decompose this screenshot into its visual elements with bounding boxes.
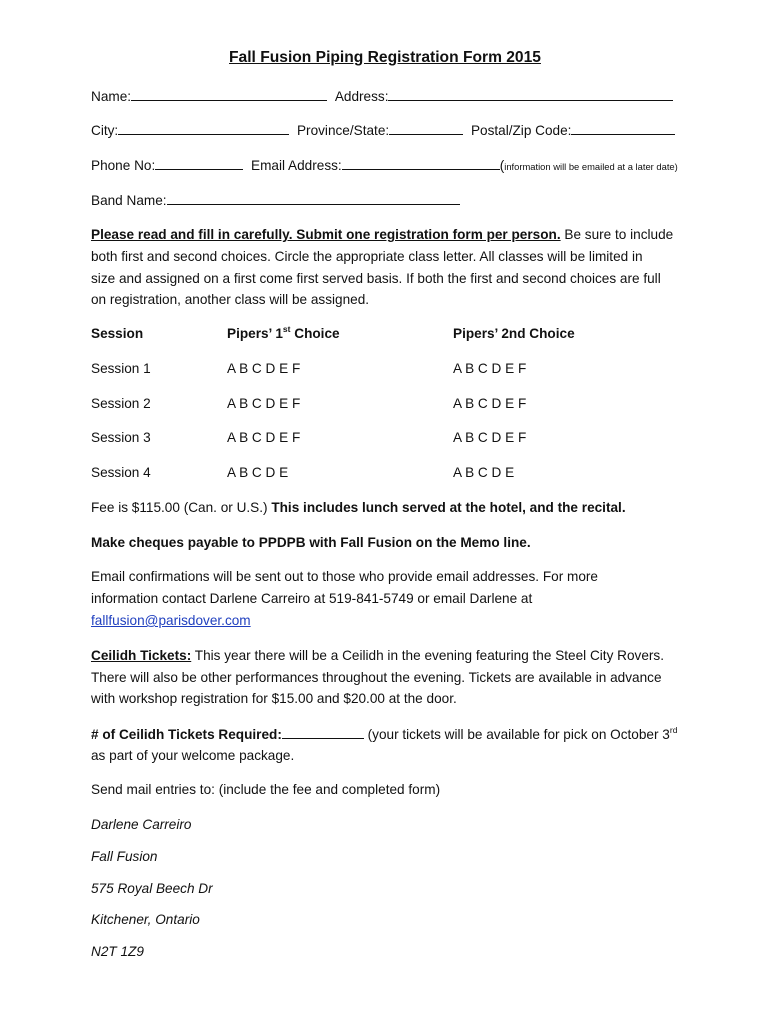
- postal-field[interactable]: [571, 122, 675, 135]
- ceilidh-line-3: with workshop registration for $15.00 and $20.00 at the door.: [91, 691, 457, 706]
- session-1-second-choices[interactable]: A B C D E F: [453, 361, 527, 376]
- second-choice-header: Pipers’ 2nd Choice: [453, 326, 575, 341]
- session-2-second-choices[interactable]: A B C D E F: [453, 396, 527, 411]
- fee-line: [91, 500, 626, 516]
- city-province-postal-row: [91, 122, 675, 139]
- phone-label: Phone No:: [91, 158, 156, 173]
- contact-email-link[interactable]: fallfusion@parisdover.com: [91, 613, 251, 628]
- address-label: Address:: [334, 89, 389, 104]
- phone-email-row: [91, 157, 678, 175]
- session-header: Session: [91, 326, 144, 341]
- email-info-line-1: Email confirmations will be sent out to those who provide email addresses. For more: [91, 569, 598, 584]
- tickets-count-field[interactable]: [282, 726, 364, 739]
- instructions-line-3: size and assigned on a first come first served basis. If both the first and second choices are full: [91, 271, 661, 286]
- email-info-line-2: information contact Darlene Carreiro at 519-841-5749 or email Darlene at: [91, 591, 533, 606]
- band-field[interactable]: [167, 192, 460, 205]
- band-label: Band Name:: [91, 193, 167, 208]
- tickets-sup: rd: [669, 725, 678, 735]
- mail-address-name: Darlene Carreiro: [91, 817, 192, 832]
- instructions-line-1: [91, 227, 673, 243]
- first-choice-header-sup: st: [282, 324, 291, 334]
- first-choice-header-tail: Choice: [290, 326, 340, 341]
- ceilidh-line-1: [91, 648, 664, 664]
- instructions-line-2: both first and second choices. Circle the appropriate class letter. All classes will be limited in: [91, 249, 643, 264]
- email-field[interactable]: [342, 157, 500, 170]
- session-4-label: Session 4: [91, 465, 151, 480]
- mail-address-org: Fall Fusion: [91, 849, 158, 864]
- tickets-line-2: as part of your welcome package.: [91, 748, 295, 763]
- ceilidh-line-2: There will also be other performances throughout the evening. Tickets are available in advance: [91, 670, 662, 685]
- tickets-rest: (your tickets will be available for pick on October 3: [363, 727, 670, 742]
- session-1-first-choices[interactable]: A B C D E F: [227, 361, 301, 376]
- mail-intro: Send mail entries to: (include the fee and completed form): [91, 782, 441, 797]
- instructions-line1-rest: Be sure to include: [560, 227, 674, 242]
- band-row: [91, 192, 460, 209]
- session-3-label: Session 3: [91, 430, 151, 445]
- fee-plain: Fee is $115.00 (Can. or U.S.): [91, 500, 272, 515]
- email-note: information will be emailed at a later date): [504, 161, 678, 172]
- postal-label: Postal/Zip Code:: [470, 123, 572, 138]
- first-choice-header-text: Pipers’ 1: [227, 326, 283, 341]
- phone-field[interactable]: [155, 157, 243, 170]
- session-4-first-choices[interactable]: A B C D E: [227, 465, 289, 480]
- tickets-label: # of Ceilidh Tickets Required:: [91, 727, 282, 742]
- session-1-label: Session 1: [91, 361, 151, 376]
- mail-address-street: 575 Royal Beech Dr: [91, 881, 213, 896]
- email-note-open: (: [499, 158, 505, 173]
- mail-address-postal: N2T 1Z9: [91, 944, 144, 959]
- cheques-line: Make cheques payable to PPDPB with Fall Fusion on the Memo line.: [91, 535, 531, 550]
- address-field[interactable]: [388, 88, 673, 101]
- province-field[interactable]: [389, 122, 463, 135]
- ceilidh-line1-rest: This year there will be a Ceilidh in the evening featuring the Steel City Rovers.: [191, 648, 664, 663]
- ceilidh-label: Ceilidh Tickets:: [91, 648, 192, 663]
- session-4-second-choices[interactable]: A B C D E: [453, 465, 515, 480]
- name-field[interactable]: [131, 88, 327, 101]
- session-3-second-choices[interactable]: A B C D E F: [453, 430, 527, 445]
- instructions-bold: Please read and fill in carefully. Submit one registration form per person.: [91, 227, 561, 242]
- form-title: Fall Fusion Piping Registration Form 2015: [229, 49, 541, 66]
- instructions-line-4: on registration, another class will be assigned.: [91, 292, 370, 307]
- city-label: City:: [91, 123, 119, 138]
- province-label: Province/State:: [296, 123, 390, 138]
- city-field[interactable]: [118, 122, 289, 135]
- session-2-first-choices[interactable]: A B C D E F: [227, 396, 301, 411]
- mail-address-city: Kitchener, Ontario: [91, 912, 200, 927]
- email-label: Email Address:: [251, 158, 342, 173]
- name-label: Name:: [91, 89, 132, 104]
- session-2-label: Session 2: [91, 396, 151, 411]
- first-choice-header: [227, 326, 340, 342]
- tickets-line-1: [91, 726, 677, 743]
- email-info-link-row: [91, 613, 251, 629]
- name-address-row: [91, 88, 673, 105]
- fee-bold: This includes lunch served at the hotel, and the recital.: [271, 500, 626, 515]
- session-3-first-choices[interactable]: A B C D E F: [227, 430, 301, 445]
